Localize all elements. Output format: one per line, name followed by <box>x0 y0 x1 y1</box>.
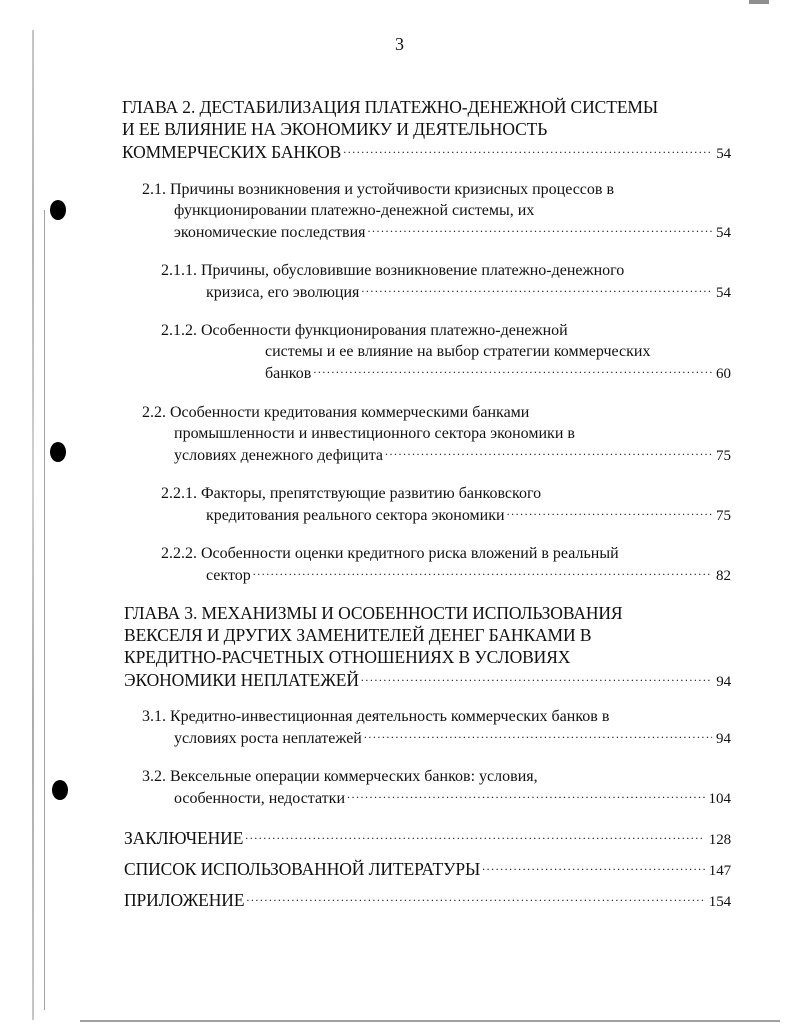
toc-chapter-3-line-1: ГЛАВА 3. МЕХАНИЗМЫ И ОСОБЕННОСТИ ИСПОЛЬЗОВАНИЯ <box>124 603 623 623</box>
toc-entry-3-2 <box>142 766 731 810</box>
toc-2-2-line-1: Особенности кредитования коммерческими банками <box>170 404 530 421</box>
dot-leader <box>245 826 705 844</box>
toc-2-2-2-line-2: сектор <box>206 567 251 584</box>
toc-3-2-line-2: особенности, недостатки <box>174 790 346 807</box>
toc-2-1-2-line-1: Особенности функционирования платежно-денежной <box>201 322 568 339</box>
toc-entry-2-1-2 <box>161 320 731 385</box>
toc-2-1-line-3: экономические последствия <box>174 224 366 241</box>
toc-chapter-3-line-2: ВЕКСЕЛЯ И ДРУГИХ ЗАМЕНИТЕЛЕЙ ДЕНЕГ БАНКАМИ В <box>124 625 592 645</box>
toc-entry-appendix <box>124 888 731 913</box>
toc-2-1-page: 54 <box>716 225 731 241</box>
toc-2-1-number: 2.1. <box>142 181 166 198</box>
toc-2-1-1-number: 2.1.1. <box>161 262 197 279</box>
punch-hole-middle <box>50 442 66 462</box>
toc-3-1-line-2: условиях роста неплатежей <box>174 730 362 747</box>
toc-2-2-2-number: 2.2.2. <box>161 545 197 562</box>
toc-3-1-page: 94 <box>716 731 731 747</box>
toc-entry-chapter-3 <box>124 602 731 693</box>
toc-entry-2-1 <box>142 179 731 244</box>
dot-leader <box>368 221 712 237</box>
toc-2-2-1-page: 75 <box>716 508 731 524</box>
toc-conclusion-title: ЗАКЛЮЧЕНИЕ <box>124 827 244 848</box>
toc-2-2-1-line-1: Факторы, препятствующие развитию банковского <box>201 485 542 502</box>
toc-entry-2-1-1 <box>161 260 731 304</box>
toc-2-2-1-line-2: кредитования реального сектора экономики <box>206 507 505 524</box>
toc-chapter-2-page: 54 <box>716 145 731 162</box>
dot-leader <box>482 857 705 875</box>
toc-entry-3-1 <box>142 706 731 750</box>
toc-2-1-line-1: Причины возникновения и устойчивости кризисных процессов в <box>170 181 614 198</box>
dot-leader <box>343 140 712 158</box>
scan-corner-mark <box>749 0 769 4</box>
toc-3-1-line-1: Кредитно-инвестиционная деятельность коммерческих банков в <box>170 708 610 725</box>
toc-bibliography-page: 147 <box>708 862 731 879</box>
toc-2-1-2-page: 60 <box>716 366 731 382</box>
toc-chapter-3-line-4: ЭКОНОМИКИ НЕПЛАТЕЖЕЙ <box>124 669 359 690</box>
toc-conclusion-page: 128 <box>708 831 731 848</box>
punch-hole-bottom <box>52 780 68 800</box>
toc-bibliography-title: СПИСОК ИСПОЛЬЗОВАННОЙ ЛИТЕРАТУРЫ <box>124 858 481 879</box>
toc-2-2-line-3: условиях денежного дефицита <box>174 447 384 464</box>
toc-2-1-line-2: функционировании платежно-денежной системы, их <box>174 202 535 219</box>
toc-2-2-1-number: 2.2.1. <box>161 485 197 502</box>
dot-leader <box>385 444 712 460</box>
dot-leader <box>313 362 712 378</box>
toc-3-2-page: 104 <box>708 791 731 807</box>
toc-2-1-1-line-1: Причины, обусловившие возникновение платежно-денежного <box>201 262 625 279</box>
toc-entry-2-2 <box>142 402 731 467</box>
toc-entry-bibliography <box>124 857 731 882</box>
dot-leader <box>246 888 704 906</box>
toc-2-1-2-line-2: системы и ее влияние на выбор стратегии коммерческих <box>265 343 651 360</box>
punch-hole-top <box>50 200 66 220</box>
toc-2-1-1-page: 54 <box>716 285 731 301</box>
toc-3-2-number: 3.2. <box>142 768 166 785</box>
toc-chapter-2-line-3: КОММЕРЧЕСКИХ БАНКОВ <box>122 141 342 162</box>
dot-leader <box>253 564 712 580</box>
dot-leader <box>507 504 712 520</box>
scan-bottom-line <box>80 1020 780 1022</box>
toc-2-1-2-number: 2.1.2. <box>161 322 197 339</box>
toc-3-1-number: 3.1. <box>142 708 166 725</box>
page-number: 3 <box>395 34 404 54</box>
toc-2-2-number: 2.2. <box>142 404 166 421</box>
dot-leader <box>361 281 712 297</box>
toc-appendix-title: ПРИЛОЖЕНИЕ <box>124 889 245 910</box>
toc-3-2-line-1: Вексельные операции коммерческих банков: условия, <box>170 768 538 785</box>
dot-leader <box>361 668 712 686</box>
toc-2-2-2-line-1: Особенности оценки кредитного риска вложений в реальный <box>201 545 619 562</box>
toc-2-2-2-page: 82 <box>716 568 731 584</box>
toc-chapter-3-line-3: КРЕДИТНО-РАСЧЕТНЫХ ОТНОШЕНИЯХ В УСЛОВИЯХ <box>124 647 571 667</box>
dot-leader <box>347 787 704 803</box>
toc-2-2-line-2: промышленности и инвестиционного сектора экономики в <box>174 425 575 442</box>
toc-entry-conclusion <box>124 826 731 851</box>
toc-2-1-1-line-2: кризиса, его эволюция <box>206 284 360 301</box>
toc-appendix-page: 154 <box>708 893 731 910</box>
scan-edge-left <box>32 30 34 1020</box>
toc-entry-2-2-2 <box>161 543 731 587</box>
scan-edge-left-secondary <box>44 210 45 1010</box>
toc-chapter-3-page: 94 <box>716 673 731 690</box>
toc-2-2-page: 75 <box>716 448 731 464</box>
toc-entry-2-2-1 <box>161 483 731 527</box>
toc-entry-chapter-2 <box>122 96 731 165</box>
toc-chapter-2-line-2: И ЕЕ ВЛИЯНИЕ НА ЭКОНОМИКУ И ДЕЯТЕЛЬНОСТЬ <box>122 119 548 139</box>
toc-2-1-2-line-3: банков <box>265 365 312 382</box>
dot-leader <box>364 727 712 743</box>
toc-chapter-2-line-1: ГЛАВА 2. ДЕСТАБИЛИЗАЦИЯ ПЛАТЕЖНО-ДЕНЕЖНОЙ СИСТЕМЫ <box>122 97 659 117</box>
